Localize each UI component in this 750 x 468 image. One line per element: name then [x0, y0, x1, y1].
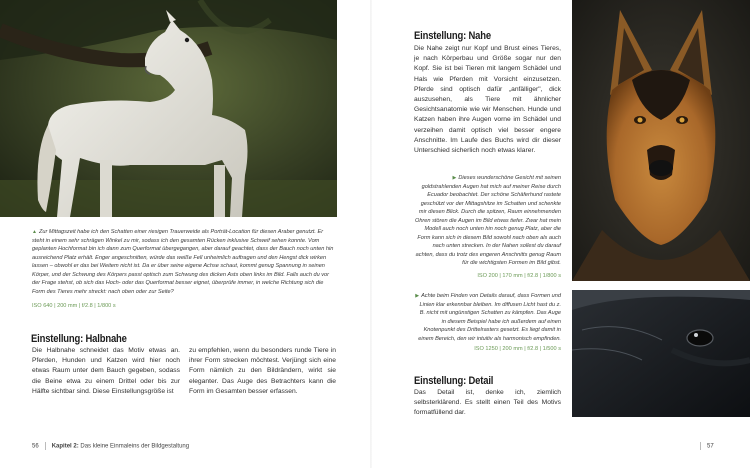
caption-marker-icon: ▲ — [32, 229, 37, 235]
left-page — [0, 0, 372, 468]
horse-caption-meta: ISO 640 | 200 mm | f/2.8 | 1/800 s — [32, 303, 116, 309]
right-page-number: 57 — [707, 443, 714, 450]
halbnahe-body-col1: Die Halbnahe schneidet das Motiv etwas an. Pferden, Hunden und Katzen wird hier noch etwas Raum unter dem Bauch gegeben, sodass die Beine etwa zu einem Drittel oder bis zur Hälfte sichtbar sind. Diese Einstellungsgröße ist — [32, 347, 180, 395]
eye-caption-meta: ISO 1250 | 200 mm | f/2.8 | 1/500 s — [474, 346, 561, 352]
dog-caption-meta: ISO 200 | 170 mm | f/2.8 | 1/800 s — [477, 273, 561, 279]
heading-halbnahe: Einstellung: Halbnahe — [31, 333, 127, 345]
left-page-number: 56 — [32, 443, 39, 450]
horse-photo — [0, 0, 337, 217]
right-page — [372, 0, 750, 468]
footer-divider — [45, 442, 46, 450]
heading-nahe: Einstellung: Nahe — [414, 30, 491, 42]
dog-photo — [572, 0, 750, 281]
horse-caption — [32, 228, 334, 296]
eye-caption — [414, 292, 561, 343]
detail-body: Das Detail ist, denke ich, ziemlich selbsterklärend. Es stellt einen Teil des Motivs formatfüllend dar. — [414, 389, 561, 417]
horse-eye-photo — [572, 290, 750, 417]
eye-caption-text: Achte beim Finden von Details darauf, dass Formen und Linien klar erkennbar bleiben. Im diffusen Licht hast du z. B. nicht mit ungünstigen Schatten zu kämpfen. Das Auge in diesem Beispiel habe ich außerdem auf einen Knotenpunkt des Drittelrasters gesetzt. Es liegt damit in einem Bereich, den wir intuitiv als harmonisch empfinden. — [418, 293, 561, 342]
chapter-title: Das kleine Einmaleins der Bildgestaltung — [80, 443, 190, 450]
nahe-body: Die Nahe zeigt nur Kopf und Brust eines Tieres, je nach Körperbau und Größe sogar nur den Kopf. Sie ist bei Tieren mit langem Schädel und Hals wie Pferden mit Vorsicht einzusetzen. Pferde sind optisch dafür „anfälliger", dick auszusehen, als Tiere mit ähnlicher Gesichtsanatomie wie wir Menschen. Hunde und Katzen haben ihre Augen vorne im Schädel und verzeihen damit optisch viel besser engere Anschnitte. Im Laufe des Buchs wird dir dieser Unterschied sicherlich noch etwas klarer. — [414, 45, 561, 155]
heading-detail: Einstellung: Detail — [414, 375, 494, 387]
horse-caption-text: Zur Mittagszeit habe ich den Schatten einer riesigen Trauerweide als Porträt-Location für diesen Araber genutzt. Er steht in einem sehr schrägen Winkel zu mir, sodass ich den gesamten Rücken inklusive Schweif sehen konnte. Vom geplanten Hochformat bin ich dann zum Querformat übergegangen, aber darauf geachtet, dass der Bauch noch unten hin ausreichend Platz erhält. Enger angeschnitten, würde das weiße Fell unheimlich auftragen und den Hengst dick wirken lassen – obwohl er das bei Weitem nicht ist. Da er über seine eigene Achse schaut, kommt genug Spannung in seinen Körper, und der Schwung des Körpers passt optisch zum Schwung des dicken Asts oben links im Bild. Falls auch du vor der Frage stehst, ob sich das Hoch- oder das Querformat besser eignet, überprüfe immer, in welche Richtung sich die Form des Tieres mehr streckt: nach oben oder zur Seite? — [32, 229, 334, 295]
caption-marker-icon: ▶ — [452, 175, 457, 181]
left-footer — [32, 442, 189, 450]
chapter-prefix: Kapitel 2: — [51, 443, 79, 450]
dog-caption — [414, 174, 561, 268]
dog-caption-text: Dieses wunderschöne Gesicht mit seinen goldstrahlenden Augen hat mich auf meiner Reise durch Ecuador beobachtet. Der schöne Schäferhund rastete geschützt vor der Mittagshitze im Schatten und schenkte mir diesen Blick. Durch die spitzen, Raum einnehmenden Ohren stören die Augen im Bild etwas tiefer. Zwar hat mein Modell auch noch unten hin noch genug Platz, aber die Form kann sich in diesem Bild sowohl nach oben als auch nach unten strecken. In der Nahen sollest du darauf achten, dass du trotz des engeren Anschnitts genug Raum für die wichtigsten Formen im Bild gibst. — [414, 175, 561, 266]
footer-divider — [700, 442, 701, 450]
caption-marker-icon: ▶ — [415, 293, 420, 299]
right-footer — [694, 442, 714, 450]
halbnahe-body-col2: zu empfehlen, wenn du besonders runde Tiere in ihrer Form strecken möchtest. Verjüngt sich eine Form nämlich zu den Bildrändern, wirkt sie eleganter. Das Auge des Betrachters kann die Form im Gesamten besser erfassen. — [189, 347, 336, 395]
